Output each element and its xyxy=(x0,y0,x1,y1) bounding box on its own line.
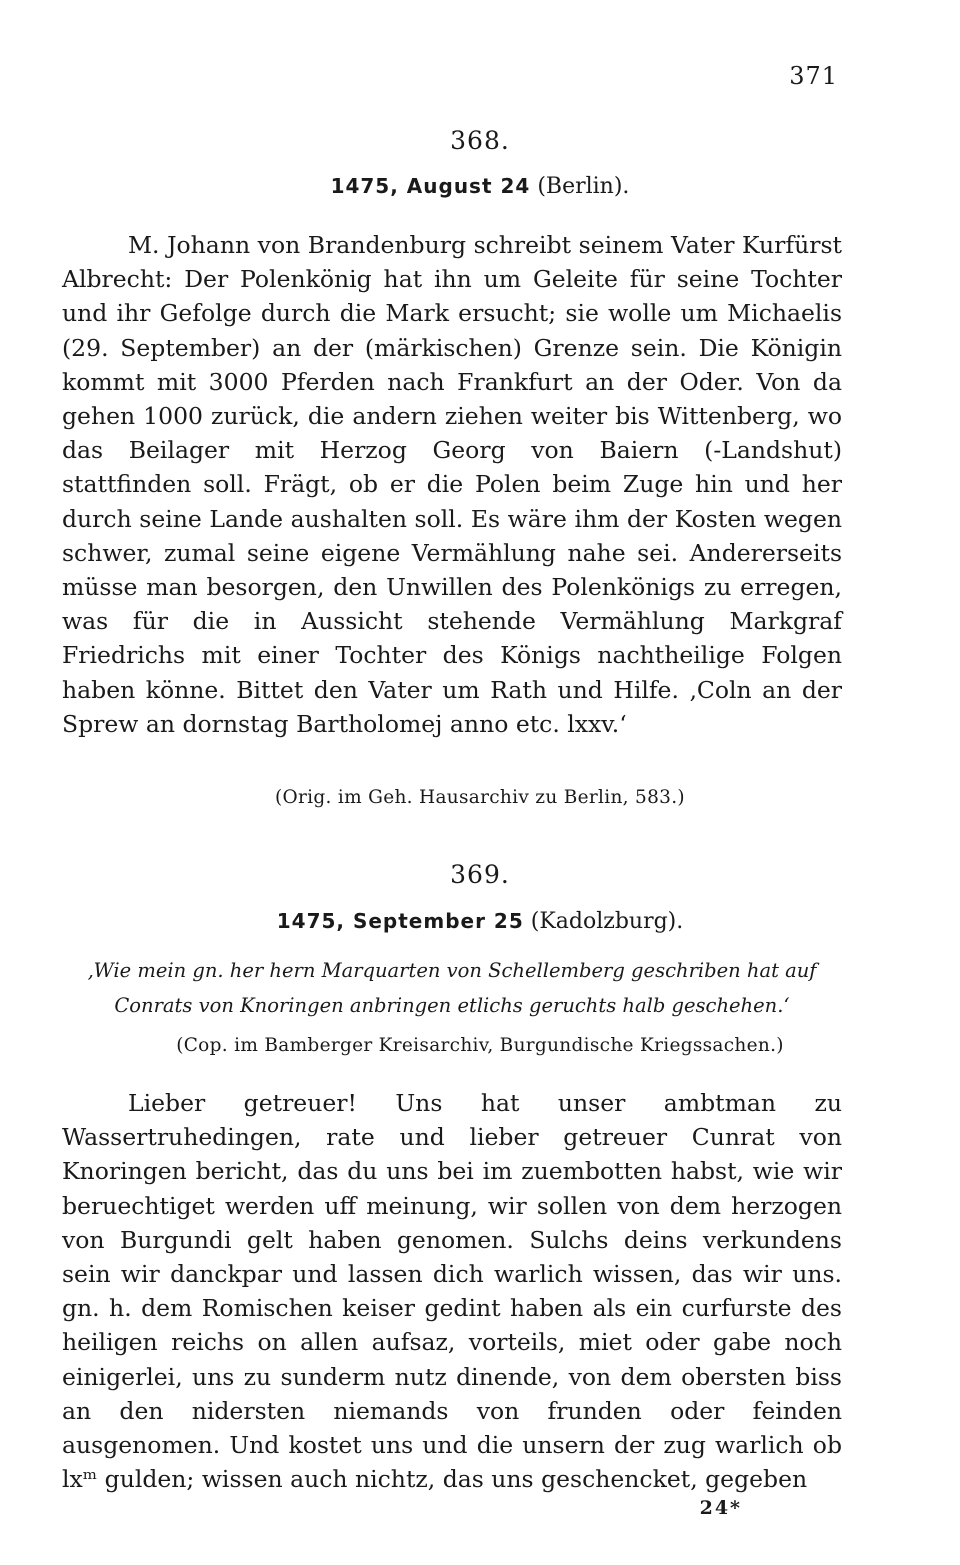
page-number: 371 xyxy=(789,62,838,90)
document-number: 369. xyxy=(450,860,510,889)
date-place: (Berlin). xyxy=(530,174,630,199)
date-bold: 1475, August 24 xyxy=(330,174,531,198)
document-date xyxy=(0,909,960,934)
date-bold: 1475, September 25 xyxy=(276,909,524,933)
source-note: (Orig. im Geh. Hausarchiv zu Berlin, 583.) xyxy=(275,787,685,808)
document-number: 368. xyxy=(450,126,510,155)
document-date xyxy=(0,174,960,199)
signature-mark: 24* xyxy=(699,1497,742,1519)
letter-text: Lieber getreuer! Uns hat unser ambtman zu Wassertruhedingen, rate und lieber getreuer Cunrat von Knoringen bericht, das du uns bei im zuembotten habst, wie wir beruechtiget werden uff meinung, wir sollen von dem herzogen von Burgundi gelt haben genomen. Sulchs deins verkundens sein wir danckpar und lassen dich warlich wissen, das wir uns. gn. h. dem Romischen keiser gedint haben als ein curfurste des heiligen reichs on allen aufsaz, vorteils, miet oder gabe noch einigerlei, uns zu sunderm nutz dinende, von dem obersten biss an den nidersten niemands von frunden oder feinden ausgenomen. Und kostet uns und die unsern der zug warlich ob lxᵐ gulden; wissen auch nichtz, das uns geschencket, gegeben xyxy=(62,1089,842,1494)
date-place: (Kadolzburg). xyxy=(523,909,684,934)
document-summary: M. Johann von Brandenburg schreibt seinem Vater Kurfürst Albrecht: Der Polenkönig hat ihn um Geleite für seine Tochter und ihr Gefolge durch die Mark ersucht; sie wolle um Michaelis (29. September) an der (märkischen) Grenze sein. Die Königin kommt mit 3000 Pferden nach Frankfurt an der Oder. Von da gehen 1000 zurück, die andern ziehen weiter bis Wittenberg, wo das Beilager mit Herzog Georg von Baiern (-Landshut) stattfinden soll. Frägt, ob er die Polen beim Zuge hin und her durch seine Lande aushalten soll. Es wäre ihm der Kosten wegen schwer, zumal seine eigene Vermählung nahe sei. Andererseits müsse man besorgen, den Unwillen des Polenkönigs zu erregen, was für die in Aussicht stehende Vermählung Markgraf Friedrichs mit einer Tochter des Königs nachtheilige Folgen haben könne. Bittet den Vater um Rath und Hilfe. ‚Coln an der Sprew an dornstag Bartholomej anno etc. lxxv.‘ xyxy=(62,231,842,738)
document-headline: ‚Wie mein gn. her hern Marquarten von Schellemberg geschriben hat auf Conrats von Knoringen anbringen etlichs geruchts halb geschehen.‘ xyxy=(87,959,817,1017)
source-note: (Cop. im Bamberger Kreisarchiv, Burgundische Kriegssachen.) xyxy=(176,1035,784,1056)
